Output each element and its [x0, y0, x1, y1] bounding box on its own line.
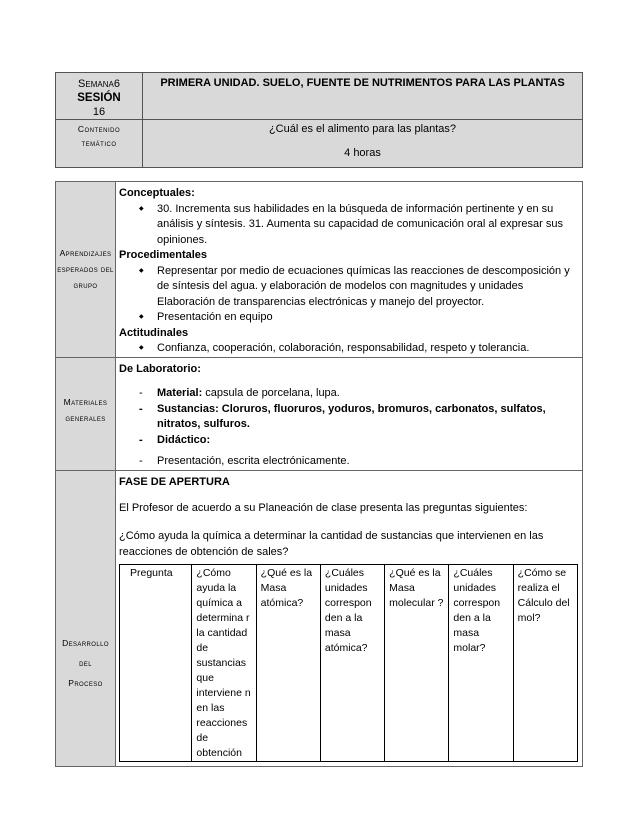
procedimentales-item-1: ◆ Representar por medio de ecuaciones químicas las reacciones de descomposición y de síntesis del agua. y elaboración de modelos con magnitudes y unidades Elaboración de transparencias electrónicas y manejo del proyector. [119, 264, 578, 311]
question-cell: Pregunta [120, 564, 192, 761]
desarrollo-content [116, 470, 583, 766]
sustancias-item: - Sustancias: Cloruros, fluoruros, yoduros, bromuros, carbonatos, sulfatos, nitratos, sulfuros. [119, 402, 578, 433]
aprendizajes-label: Aprendizajes esperados del grupo [57, 248, 114, 290]
materiales-label: Materiales generales [63, 396, 108, 423]
contenido-cell [56, 120, 143, 168]
fase-intro: El Profesor de acuerdo a su Planeación de clase presenta las preguntas siguientes: [119, 502, 528, 514]
unit-title: PRIMERA UNIDAD. SUELO, FUENTE DE NUTRIMENTOS PARA LAS PLANTAS [160, 77, 565, 89]
didactico-item: - Didáctico: [119, 433, 578, 449]
presentacion-item: - Presentación, escrita electrónicamente. [119, 454, 578, 470]
materiales-content [116, 357, 583, 470]
main-table [55, 181, 583, 767]
sesion-label: SESIÓN [77, 92, 121, 104]
procedimentales-title: Procedimentales [119, 249, 208, 261]
sesion-number: 16 [92, 106, 106, 118]
questions-table [119, 564, 578, 762]
pregunta-principal: ¿Cómo ayuda la química a determinar la cantidad de sustancias que intervienen en las reacciones de obtención de sales? [119, 529, 544, 558]
laboratorio-title: De Laboratorio: [119, 362, 201, 375]
desarrollo-label: Desarrollo del Proceso [62, 637, 109, 688]
tema-cell [143, 120, 583, 168]
aprendizajes-content [116, 182, 583, 358]
tema-question: ¿Cuál es el alimento para las plantas? [268, 123, 457, 135]
semana-cell [56, 73, 143, 120]
actitudinales-title: Actitudinales [119, 326, 189, 339]
contenido-label: Contenido temático [77, 124, 121, 148]
question-cell: ¿Cómo se realiza el Cálculo del mol? [513, 564, 577, 761]
conceptuales-item: ◆ 30. Incrementa sus habilidades en la búsqueda de información pertinente y en su análisis y síntesis. 31. Aumenta su capacidad de comunicación oral al expresar sus opiniones. [119, 202, 578, 249]
desarrollo-label-cell [56, 470, 116, 766]
fase-title: FASE DE APERTURA [119, 475, 230, 488]
question-cell: ¿Cuáles unidades correspon den a la masa atómica? [320, 564, 384, 761]
materiales-label-cell [56, 357, 116, 470]
question-cell: ¿Cómo ayuda la química a determina r la cantidad de sustancias que interviene n en las reacciones de obtención [192, 564, 256, 761]
header-table [55, 72, 583, 168]
unit-title-cell [143, 73, 583, 120]
question-cell: ¿Qué es la Masa atómica? [256, 564, 320, 761]
question-cell: ¿Cuáles unidades correspon den a la masa molar? [449, 564, 513, 761]
semana-label: Semana6 SESIÓN 16 [77, 78, 121, 118]
material-item: - Material: capsula de porcelana, lupa. [119, 386, 578, 402]
question-cell: ¿Qué es la Masa molecular ? [385, 564, 449, 761]
tema-duration: 4 horas [344, 147, 381, 159]
procedimentales-item-2: ◆ Presentación en equipo [119, 310, 578, 326]
conceptuales-title: Conceptuales: [119, 187, 195, 199]
aprendizajes-label-cell [56, 182, 116, 358]
actitudinales-item: ◆ Confianza, cooperación, colaboración, responsabilidad, respeto y tolerancia. [119, 341, 578, 357]
tema-text [143, 120, 582, 161]
